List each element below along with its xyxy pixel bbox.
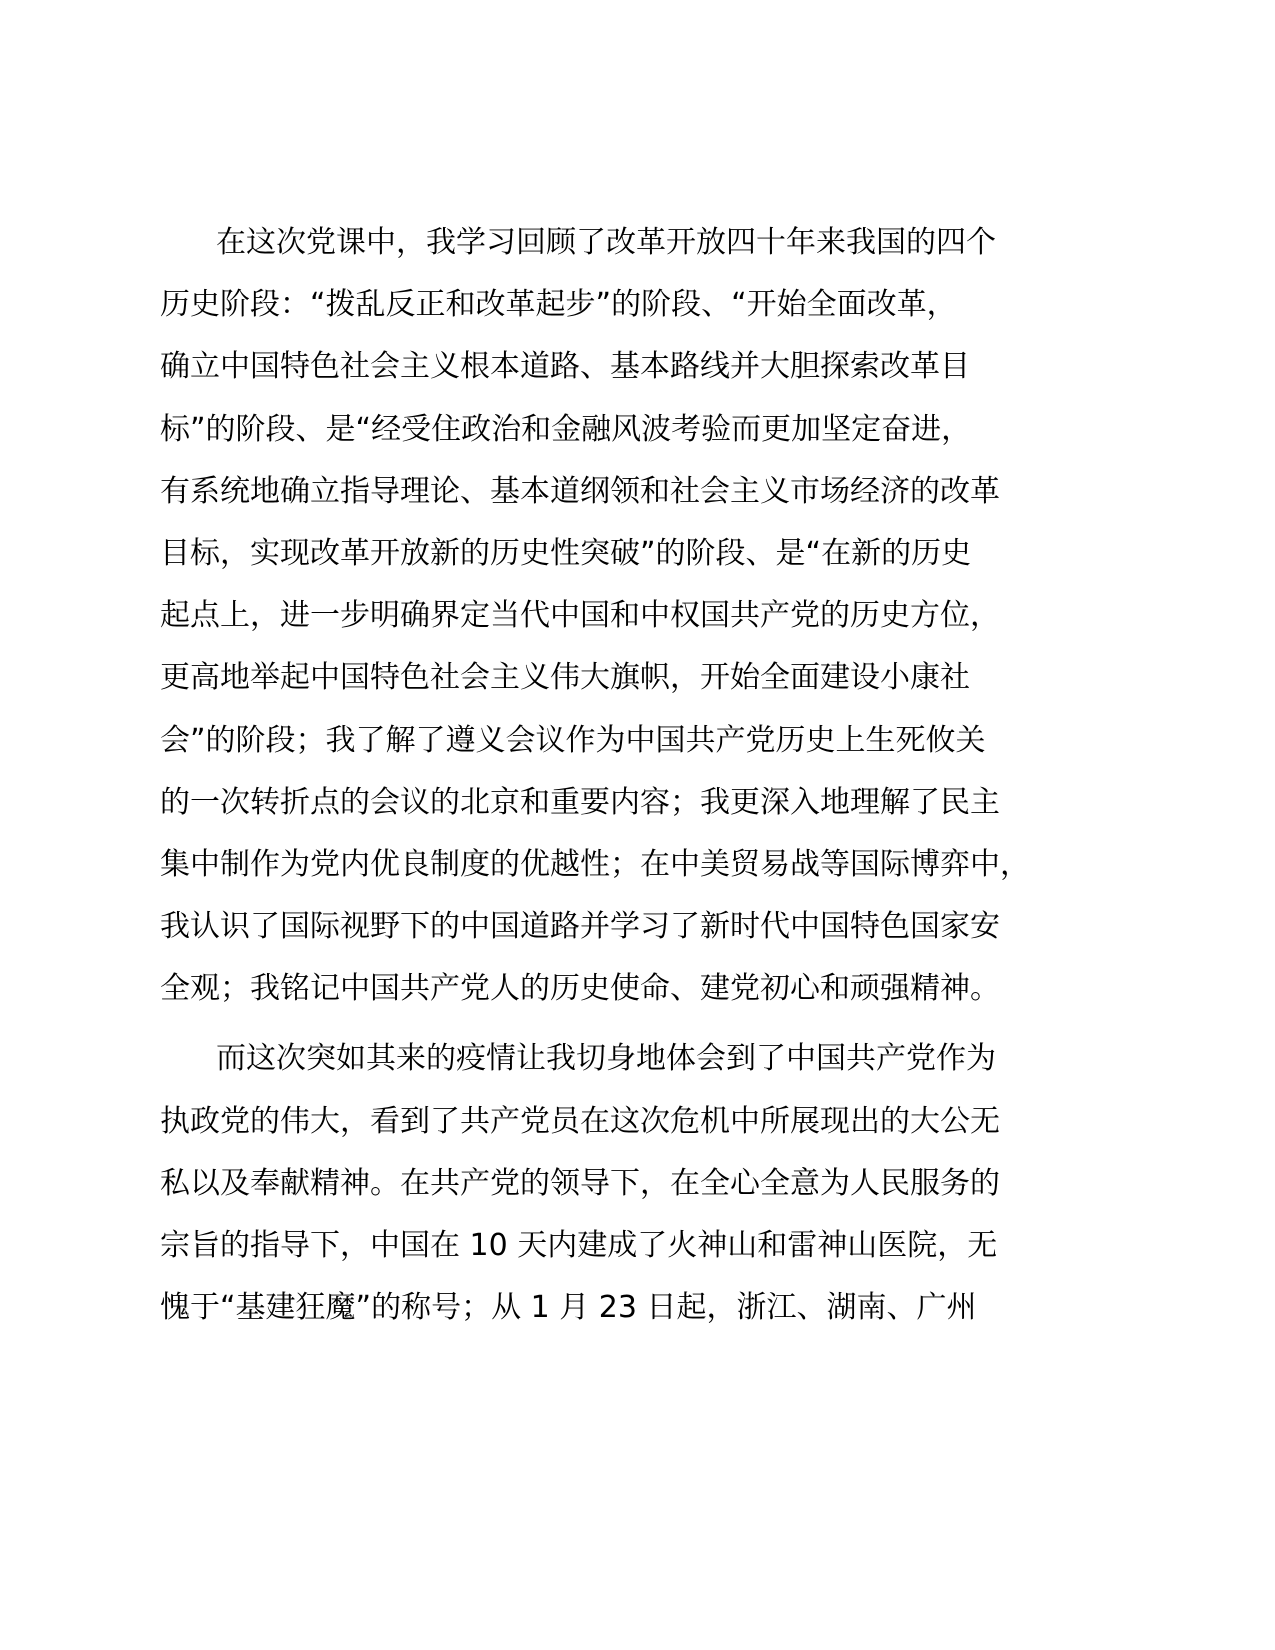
text-line: 而这次突如其来的疫情让我切身地体会到了中国共产党作为: [216, 1041, 996, 1077]
text-line: 标”的阶段、是“经受住政治和金融风波考验而更加坚定奋进，: [160, 411, 972, 447]
text-line: 历史阶段：“拨乱反正和改革起步”的阶段、“开始全面改革，: [160, 287, 957, 323]
text-line: 更高地举起中国特色社会主义伟大旗帜，开始全面建设小康社: [160, 660, 970, 696]
text-line: 愧于“基建狂魔”的称号；从 1 月 23 日起，浙江、湖南、广州: [160, 1290, 977, 1326]
text-line: 私以及奉献精神。在共产党的领导下，在全心全意为人民服务的: [160, 1165, 1000, 1201]
paragraph-epidemic: [160, 1034, 1060, 1345]
text-line: 有系统地确立指导理论、基本道纲领和社会主义市场经济的改革: [160, 473, 1000, 509]
body-text: [160, 218, 1060, 1353]
text-line: 目标，实现改革开放新的历史性突破”的阶段、是“在新的历史: [160, 535, 972, 571]
text-line: 起点上，进一步明确界定当代中国和中权国共产党的历史方位，: [160, 598, 1000, 634]
text-line: 会”的阶段；我了解了遵义会议作为中国共产党历史上生死攸关: [160, 722, 986, 758]
text-line: 确立中国特色社会主义根本道路、基本路线并大胆探索改革目: [160, 349, 970, 385]
paragraph-reform-history: [160, 218, 1060, 1026]
text-line: 的一次转折点的会议的北京和重要内容；我更深入地理解了民主: [160, 784, 1000, 820]
text-line: 在这次党课中，我学习回顾了改革开放四十年来我国的四个: [216, 225, 996, 260]
text-line: 宗旨的指导下，中国在 10 天内建成了火神山和雷神山医院，无: [160, 1228, 998, 1263]
text-line: 集中制作为党内优良制度的优越性；在中美贸易战等国际博弈中，: [160, 846, 1030, 882]
text-line: 执政党的伟大，看到了共产党员在这次危机中所展现出的大公无: [160, 1103, 1000, 1139]
text-line: 我认识了国际视野下的中国道路并学习了新时代中国特色国家安: [160, 909, 1000, 945]
text-line: 全观；我铭记中国共产党人的历史使命、建党初心和顽强精神。: [160, 971, 1000, 1007]
